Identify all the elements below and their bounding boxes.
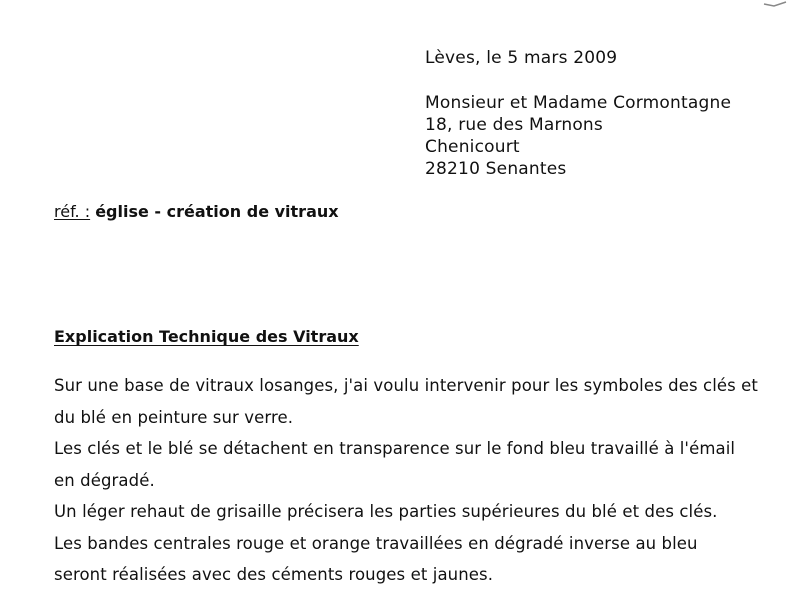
section-title: Explication Technique des Vitraux xyxy=(54,327,359,346)
reference-subject: église - création de vitraux xyxy=(95,202,339,221)
recipient-name: Monsieur et Madame Cormontagne xyxy=(425,93,732,113)
letter-body xyxy=(54,370,758,591)
body-line: Les clés et le blé se détachent en transparence sur le fond bleu travaillé à l'émail xyxy=(54,439,736,458)
reference-line xyxy=(54,202,339,221)
body-line: seront réalisées avec des céments rouges et jaunes. xyxy=(54,565,494,584)
body-line: du blé en peinture sur verre. xyxy=(54,407,294,427)
recipient-locality: Chenicourt xyxy=(425,137,520,157)
body-line: Les bandes centrales rouge et orange travaillées en dégradé inverse au bleu xyxy=(54,533,698,553)
reference-label: réf. : xyxy=(54,202,91,221)
body-line: en dégradé. xyxy=(54,470,155,490)
body-line: Un léger rehaut de grisaille précisera les parties supérieures du blé et des clés. xyxy=(54,502,718,521)
body-line: Sur une base de vitraux losanges, j'ai voulu intervenir pour les symboles des clés et xyxy=(54,376,758,395)
recipient-postcode-city: 28210 Senantes xyxy=(425,159,567,179)
place-date: Lèves, le 5 mars 2009 xyxy=(425,48,618,68)
recipient-address xyxy=(425,92,731,180)
recipient-street: 18, rue des Marnons xyxy=(425,115,603,135)
scan-mark xyxy=(762,0,788,10)
